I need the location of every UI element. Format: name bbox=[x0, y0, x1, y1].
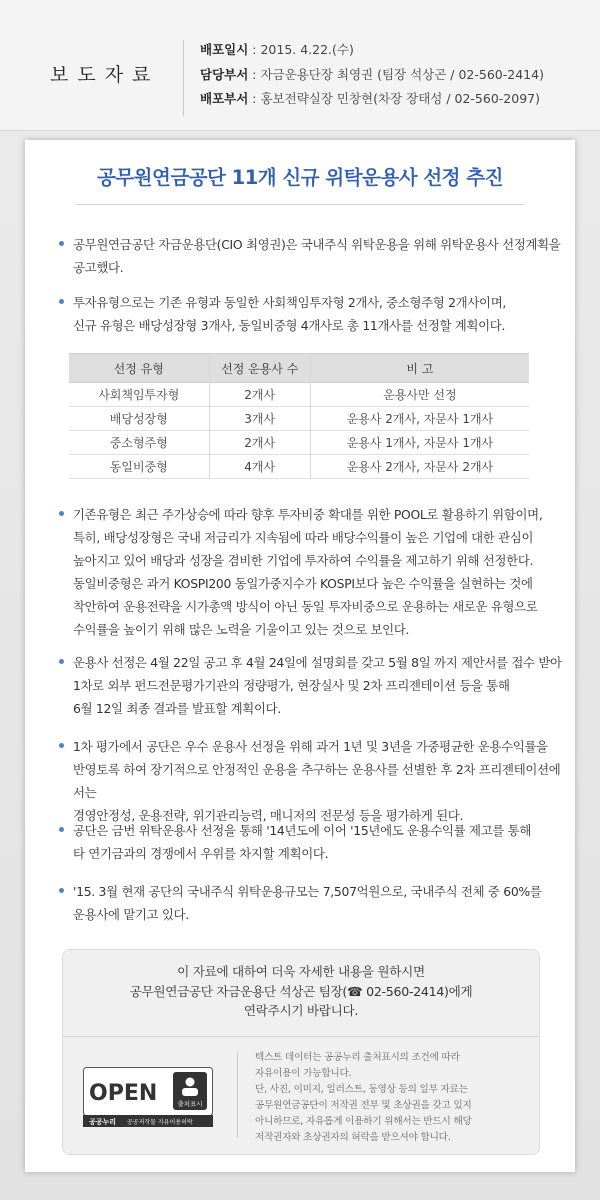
bullet-dot-icon bbox=[59, 743, 64, 748]
press-release-label: 보도자료 bbox=[50, 64, 160, 86]
bullet-item bbox=[59, 651, 569, 720]
table-row bbox=[69, 455, 529, 479]
release-date-value: : 2015. 4.22.(수) bbox=[248, 42, 354, 57]
column-header: 선정 운용사 수 bbox=[209, 354, 310, 383]
bullet-text: 공단은 금번 위탁운용사 선정을 통해 '14년도에 이어 '15년에도 운용수익률 제고를 통해 타 연기금과의 경쟁에서 우위를 차지할 계획이다. bbox=[73, 823, 532, 861]
bullet-item bbox=[59, 819, 569, 865]
table-row bbox=[69, 383, 529, 407]
responsible-dept-value: : 자금운용단장 최영권 (팀장 석상곤 / 02-560-2414) bbox=[248, 66, 544, 82]
bullet-text: 공무원연금공단 자금운용단(CIO 최영권)은 국내주식 위탁운용을 위해 위탁운용사 선정계획을 공고했다. bbox=[73, 237, 561, 275]
bullet-text: '15. 3월 현재 공단의 국내주식 위탁운용규모는 7,507억원으로, 국내주식 전체 중 60%를 운용사에 맡기고 있다. bbox=[73, 884, 542, 922]
table-cell: 운용사 2개사, 자문사 1개사 bbox=[310, 407, 529, 431]
license-text: 텍스트 데이터는 공공누리 출처표시의 조건에 따라 자유이용이 가능합니다. 단, 사진, 이미지, 일러스트, 동영상 등의 일부 자료는 공무원연금공단이 저작권 전부 및 초상권을 갖고 있지 아니하므로, 자유롭게 이용하기 위해서는 반드시 해당 저작권자와 초상권자의 허락을 받으셔야 합니다. bbox=[255, 1052, 472, 1143]
contact-divider bbox=[63, 1036, 539, 1037]
bullet-text: 투자유형으로는 기존 유형과 동일한 사회책임투자형 2개사, 중소형주형 2개사이며, 신규 유형은 배당성장형 3개사, 동일비중형 4개사로 총 11개사를 선정할 계획이다. bbox=[73, 295, 507, 333]
bullet-dot-icon bbox=[59, 827, 64, 832]
table-cell: 사회책임투자형 bbox=[69, 383, 209, 407]
table-cell: 3개사 bbox=[209, 407, 310, 431]
table-cell: 운용사 1개사, 자문사 1개사 bbox=[310, 431, 529, 455]
responsible-dept-row bbox=[200, 63, 544, 88]
distribution-dept-label: 배포부서 bbox=[200, 91, 249, 106]
responsible-dept-label: 담당부서 bbox=[200, 66, 249, 82]
open-logo-text: OPEN bbox=[89, 1081, 158, 1106]
table-row bbox=[69, 407, 529, 431]
contact-line: 공무원연금공단 자금운용단 석상곤 팀장(☎ 02-560-2414)에게 bbox=[129, 983, 473, 999]
release-date-row bbox=[200, 38, 544, 63]
kogl-open-license-logo bbox=[83, 1067, 213, 1127]
bullet-item bbox=[59, 233, 569, 279]
bullet-text: 1차 평가에서 공단은 우수 운용사 선정을 위해 과거 1년 및 3년을 가중평균한 운용수익률을 반영토록 하여 장기적으로 안정적인 운용을 추구하는 운용사를 선별한 후 2차 프리젠테이션에서는 경영안정성, 운용전략, 위기관리능력, 매니저의 전문성 등을 평가하게 된다. bbox=[73, 739, 561, 823]
bullet-item bbox=[59, 880, 569, 926]
bullet-item bbox=[59, 503, 569, 641]
selection-type-table bbox=[69, 353, 529, 479]
table-cell: 4개사 bbox=[209, 455, 310, 479]
article-title: 공무원연금공단 11개 신규 위탁운용사 선정 추진 bbox=[97, 166, 503, 189]
attribution-badge-text: 출처표시 bbox=[177, 1100, 203, 1108]
table-header-row bbox=[69, 354, 529, 383]
bullet-item bbox=[59, 735, 569, 827]
bullet-dot-icon bbox=[59, 659, 64, 664]
table-row bbox=[69, 431, 529, 455]
release-info bbox=[200, 38, 544, 112]
column-header: 선정 유형 bbox=[69, 354, 209, 383]
contact-line: 이 자료에 대하여 더욱 자세한 내용을 원하시면 bbox=[177, 964, 425, 979]
license-divider bbox=[237, 1052, 238, 1138]
bullet-dot-icon bbox=[59, 511, 64, 516]
title-divider bbox=[75, 204, 525, 205]
table-cell: 운용사만 선정 bbox=[310, 383, 529, 407]
table-cell: 2개사 bbox=[209, 383, 310, 407]
kogl-caption-text: 공공저작물 자유이용허락 bbox=[127, 1119, 193, 1126]
distribution-dept-value: : 홍보전략실장 민창현(차장 장태성 / 02-560-2097) bbox=[248, 91, 540, 106]
distribution-dept-row bbox=[200, 87, 544, 112]
kogl-brand-text: 공공누리 bbox=[89, 1118, 117, 1126]
bullet-text: 기존유형은 최근 주가상승에 따라 향후 투자비중 확대를 위한 POOL로 활용하기 위함이며, 특히, 배당성장형은 국내 저금리가 지속됨에 따라 배당수익률이 높은 기업에 대한 관심이 높아지고 있어 배당과 성장을 겸비한 기업에 투자하여 수익률을 제고하기 위해 선정한다. 동일비중형은 과거 KOSPI200 동일가중지수가 KOSPI보다 높은 수익률을 실현하는 것에 착안하여 운용전략을 시가총액 방식이 아닌 동일 투자비중으로 운용하는 새로운 유형으로 수익률을 높이기 위해 많은 노력을 기울이고 있는 것으로 보인다. bbox=[73, 507, 543, 637]
bullet-dot-icon bbox=[59, 241, 64, 246]
bullet-dot-icon bbox=[59, 299, 64, 304]
table-cell: 배당성장형 bbox=[69, 407, 209, 431]
header-divider bbox=[183, 40, 184, 116]
contact-text bbox=[63, 962, 539, 1021]
bullet-text: 운용사 선정은 4월 22일 공고 후 4월 24일에 설명회를 갖고 5월 8일 까지 제안서를 접수 받아 1차로 외부 펀드전문평가기관의 정량평가, 현장실사 및 2차 프리젠테이션 등을 통해 6월 12일 최종 결과를 발표할 계획이다. bbox=[73, 655, 562, 716]
column-header: 비 고 bbox=[310, 354, 529, 383]
bullet-item bbox=[59, 291, 569, 337]
table-cell: 중소형주형 bbox=[69, 431, 209, 455]
content-panel bbox=[25, 140, 575, 1172]
table-cell: 동일비중형 bbox=[69, 455, 209, 479]
contact-line: 연락주시기 바랍니다. bbox=[243, 1003, 359, 1018]
contact-box bbox=[62, 949, 540, 1155]
release-date-label: 배포일시 bbox=[200, 42, 249, 57]
person-icon bbox=[186, 1078, 195, 1087]
table-cell: 운용사 2개사, 자문사 2개사 bbox=[310, 455, 529, 479]
bullet-dot-icon bbox=[59, 888, 64, 893]
header bbox=[0, 0, 600, 131]
table-cell: 2개사 bbox=[209, 431, 310, 455]
